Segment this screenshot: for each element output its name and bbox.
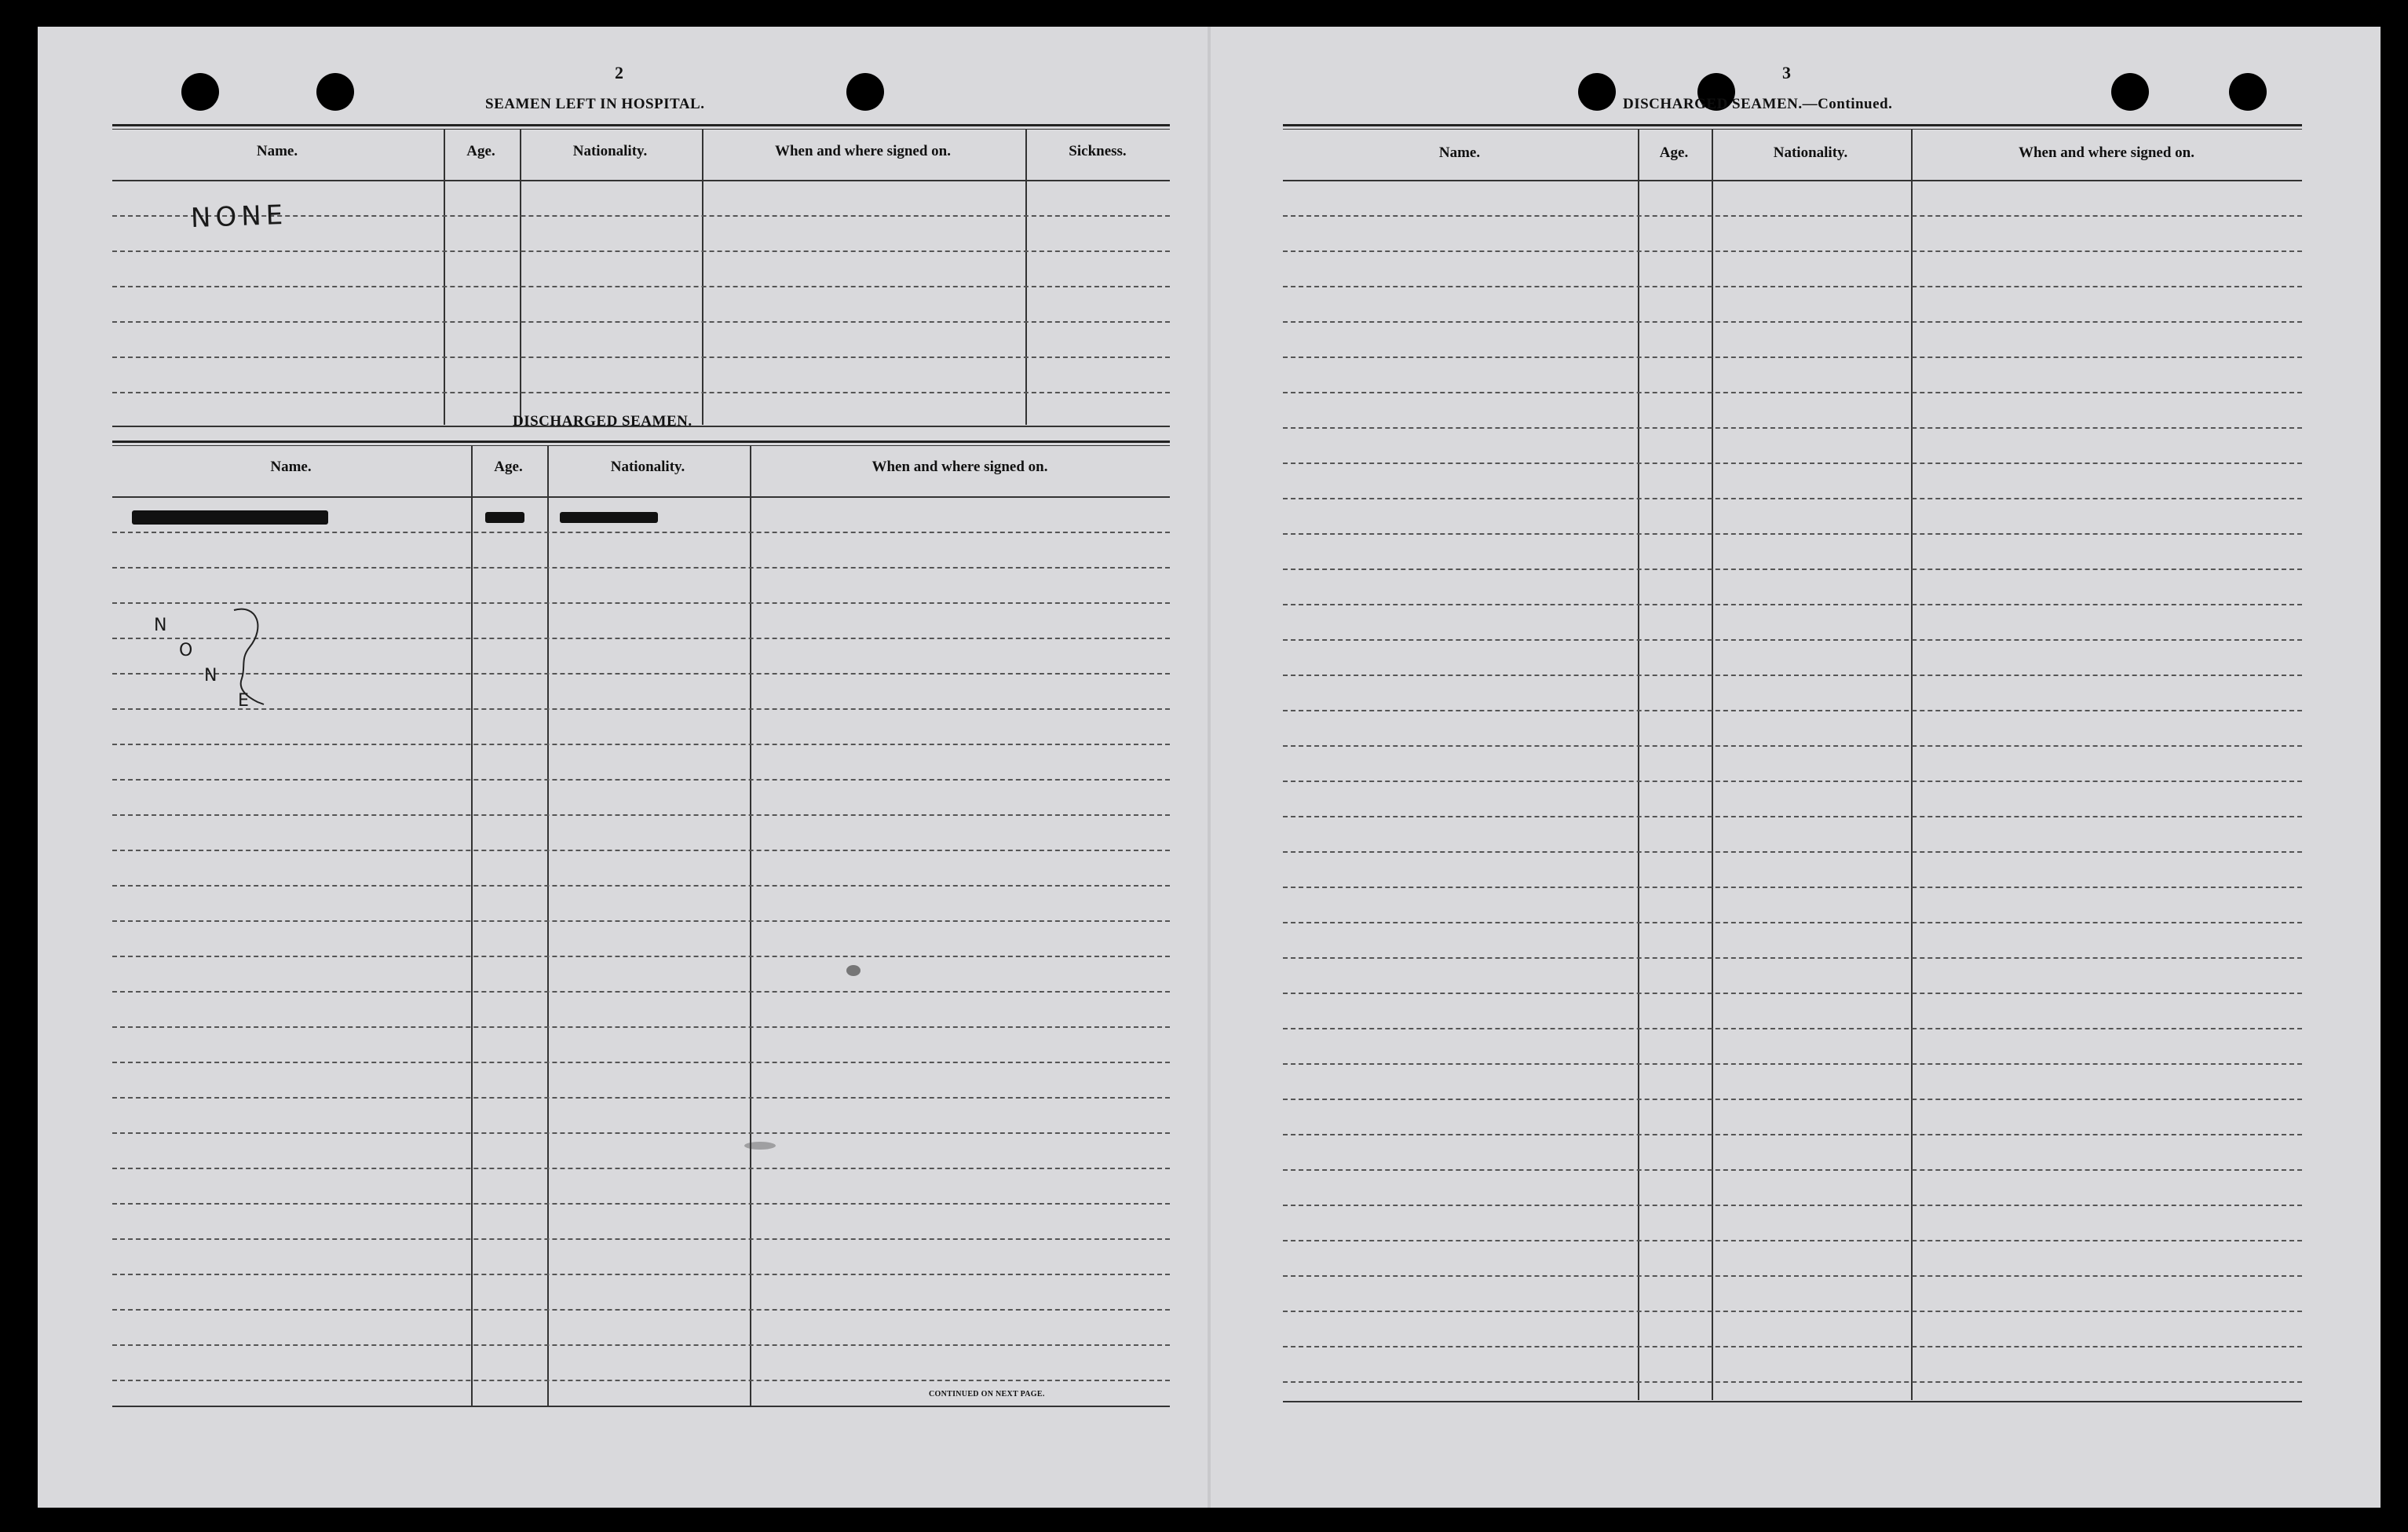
left-page <box>38 27 1208 1508</box>
row-line <box>1283 639 2302 641</box>
row-line <box>1283 1240 2302 1241</box>
row-line <box>1283 710 2302 711</box>
row-line <box>1283 1346 2302 1347</box>
row-line <box>1283 1134 2302 1135</box>
row-line <box>112 250 1170 252</box>
row-line <box>112 744 1170 745</box>
right-section-title: DISCHARGED SEAMEN.—Continued. <box>1623 96 1893 112</box>
row-line <box>112 779 1170 781</box>
row-line <box>112 1097 1170 1099</box>
row-line <box>112 1344 1170 1346</box>
row-line <box>1283 887 2302 888</box>
punch-hole-icon <box>846 73 884 111</box>
row-line <box>1283 392 2302 393</box>
row-line <box>112 1309 1170 1311</box>
discharged-col-name: Name. <box>270 459 312 475</box>
punch-hole-icon <box>316 73 354 111</box>
row-line <box>1283 1028 2302 1029</box>
right-col-age: Age. <box>1659 144 1689 161</box>
document-sheet <box>38 27 2381 1508</box>
row-line <box>112 567 1170 569</box>
punch-hole-icon <box>1578 73 1616 111</box>
row-line <box>112 321 1170 323</box>
continued-footer: CONTINUED ON NEXT PAGE. <box>929 1390 1045 1399</box>
row-line <box>112 991 1170 993</box>
row-line <box>1283 569 2302 570</box>
row-line <box>1283 781 2302 782</box>
punch-hole-icon <box>2111 73 2149 111</box>
hospital-col-nationality: Nationality. <box>572 143 648 159</box>
discharged-col-nationality: Nationality. <box>610 459 685 475</box>
row-line <box>1283 604 2302 605</box>
row-line <box>1283 356 2302 358</box>
ink-smudge <box>846 965 861 976</box>
row-line <box>1283 1099 2302 1100</box>
table-top-rule-inner <box>112 445 1170 446</box>
row-line <box>1283 427 2302 429</box>
row-line <box>112 392 1170 393</box>
row-line <box>112 920 1170 922</box>
row-line <box>1283 321 2302 323</box>
discharged-entry-letter: E <box>238 691 254 711</box>
row-line <box>1283 745 2302 747</box>
table-top-rule <box>1283 124 2302 126</box>
table-bottom-rule <box>112 1406 1170 1407</box>
column-divider <box>1025 130 1027 425</box>
row-line <box>1283 1169 2302 1171</box>
table-top-rule-inner <box>1283 129 2302 130</box>
row-line <box>1283 851 2302 853</box>
row-line <box>112 356 1170 358</box>
discharged-section-title: DISCHARGED SEAMEN. <box>513 413 692 430</box>
right-col-signed-on: When and where signed on. <box>2018 144 2194 161</box>
row-line <box>1283 1381 2302 1383</box>
table-bottom-rule <box>1283 1401 2302 1402</box>
discharged-entry-letter: N <box>204 666 222 686</box>
row-line <box>1283 1063 2302 1065</box>
row-line <box>112 956 1170 957</box>
bracket-scribble-icon <box>226 604 273 722</box>
hospital-col-sickness: Sickness. <box>1069 143 1127 159</box>
row-line <box>112 885 1170 887</box>
right-col-nationality: Nationality. <box>1773 144 1848 161</box>
hospital-entry-none: NONE <box>190 199 288 235</box>
header-bottom-rule <box>112 496 1170 498</box>
row-line <box>112 1062 1170 1063</box>
header-bottom-rule <box>112 180 1170 181</box>
page-number: 3 <box>1782 63 1791 82</box>
column-divider <box>1712 130 1713 1400</box>
table-top-rule-inner <box>112 129 1170 130</box>
discharged-col-signed-on: When and where signed on. <box>871 459 1048 475</box>
hospital-col-name: Name. <box>256 143 298 159</box>
row-line <box>112 1203 1170 1205</box>
row-line <box>112 286 1170 287</box>
row-line <box>112 1238 1170 1240</box>
row-line <box>1283 533 2302 535</box>
row-line <box>1283 1205 2302 1206</box>
row-line <box>112 1380 1170 1381</box>
redacted-name <box>132 510 328 525</box>
column-divider <box>750 446 751 1406</box>
column-divider <box>702 130 703 425</box>
discharged-col-age: Age. <box>494 459 523 475</box>
discharged-entry-letter: O <box>179 641 198 660</box>
row-line <box>1283 250 2302 252</box>
row-line <box>112 814 1170 816</box>
row-line <box>1283 463 2302 464</box>
row-line <box>112 1026 1170 1028</box>
hospital-col-age: Age. <box>466 143 495 159</box>
discharged-entry-letter: N <box>154 616 172 635</box>
punch-hole-icon <box>2229 73 2267 111</box>
ink-smudge <box>744 1142 776 1150</box>
row-line <box>112 532 1170 533</box>
row-line <box>1283 286 2302 287</box>
row-line <box>1283 816 2302 817</box>
column-divider <box>1638 130 1639 1400</box>
right-page <box>1211 27 2381 1508</box>
table-top-rule <box>112 124 1170 126</box>
column-divider <box>471 446 473 1406</box>
punch-hole-icon <box>181 73 219 111</box>
row-line <box>1283 993 2302 994</box>
row-line <box>1283 498 2302 499</box>
column-divider <box>1911 130 1913 1400</box>
table-top-rule <box>112 441 1170 443</box>
hospital-section-title: SEAMEN LEFT IN HOSPITAL. <box>485 96 705 112</box>
row-line <box>1283 957 2302 959</box>
page-number: 2 <box>615 63 623 82</box>
row-line <box>1283 1311 2302 1312</box>
hospital-col-signed-on: When and where signed on. <box>774 143 951 159</box>
row-line <box>112 850 1170 851</box>
header-bottom-rule <box>1283 180 2302 181</box>
row-line <box>1283 675 2302 676</box>
row-line <box>1283 215 2302 217</box>
row-line <box>1283 922 2302 923</box>
row-line <box>112 1132 1170 1134</box>
column-divider <box>547 446 549 1406</box>
redacted-age <box>485 512 524 523</box>
redacted-nationality <box>560 512 658 523</box>
column-divider <box>444 130 445 425</box>
row-line <box>112 1274 1170 1275</box>
row-line <box>1283 1275 2302 1277</box>
row-line <box>112 1168 1170 1169</box>
right-col-name: Name. <box>1438 144 1481 161</box>
column-divider <box>520 130 521 425</box>
